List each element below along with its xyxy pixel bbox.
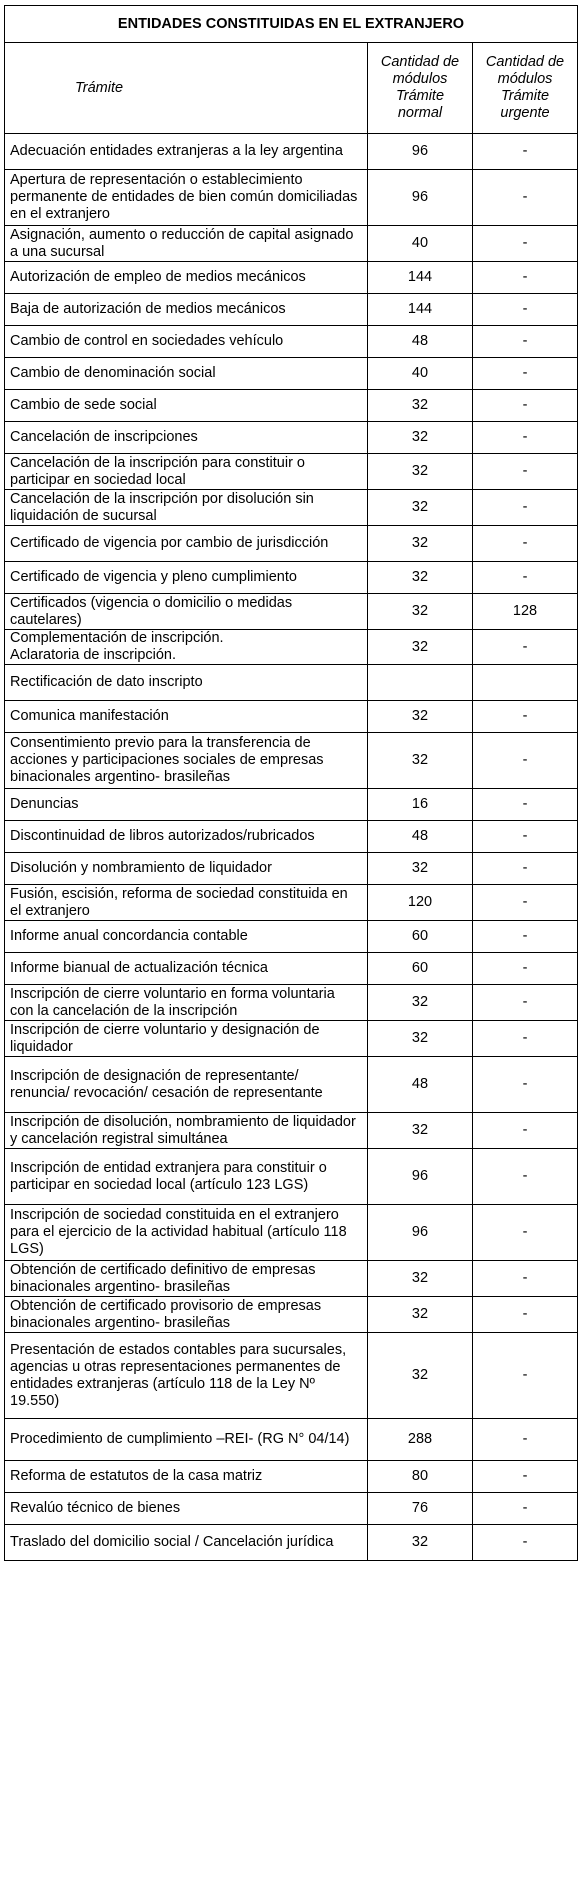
row-urgente: - (473, 733, 578, 789)
row-urgente: - (473, 490, 578, 526)
row-normal: 288 (368, 1419, 473, 1461)
row-urgente: - (473, 262, 578, 294)
table-row (5, 1021, 578, 1057)
row-urgente: - (473, 1493, 578, 1525)
row-tramite: Adecuación entidades extranjeras a la ley argentina (5, 134, 368, 170)
row-normal: 32 (368, 422, 473, 454)
row-urgente: - (473, 170, 578, 226)
row-tramite: Informe bianual de actualización técnica (5, 953, 368, 985)
table-row (5, 1057, 578, 1113)
table-row (5, 1149, 578, 1205)
row-normal: 40 (368, 226, 473, 262)
row-tramite: Certificados (vigencia o domicilio o medidas cautelares) (5, 594, 368, 630)
row-normal: 32 (368, 1021, 473, 1057)
header-row (5, 43, 578, 134)
row-normal: 96 (368, 134, 473, 170)
row-normal: 32 (368, 701, 473, 733)
table-row (5, 1113, 578, 1149)
row-tramite: Inscripción de entidad extranjera para constituir o participar en sociedad local (artículo 123 LGS) (5, 1149, 368, 1205)
row-normal: 16 (368, 789, 473, 821)
table-row (5, 885, 578, 921)
row-normal: 32 (368, 526, 473, 562)
table-row (5, 1205, 578, 1261)
row-urgente: - (473, 1419, 578, 1461)
row-normal: 32 (368, 733, 473, 789)
table-row (5, 1525, 578, 1561)
table-row (5, 1419, 578, 1461)
row-tramite: Inscripción de cierre voluntario en forma voluntaria con la cancelación de la inscripción (5, 985, 368, 1021)
row-tramite: Comunica manifestación (5, 701, 368, 733)
row-normal: 32 (368, 454, 473, 490)
row-urgente: - (473, 1461, 578, 1493)
header-normal: Cantidad de módulos Trámite normal (368, 43, 473, 134)
row-tramite: Cancelación de inscripciones (5, 422, 368, 454)
table-row (5, 953, 578, 985)
row-urgente: - (473, 1297, 578, 1333)
row-urgente: 128 (473, 594, 578, 630)
table-row (5, 853, 578, 885)
title-row (5, 6, 578, 43)
row-tramite: Obtención de certificado provisorio de empresas binacionales argentino- brasileñas (5, 1297, 368, 1333)
row-tramite: Traslado del domicilio social / Cancelación jurídica (5, 1525, 368, 1561)
row-urgente: - (473, 1525, 578, 1561)
row-normal: 32 (368, 985, 473, 1021)
row-normal: 80 (368, 1461, 473, 1493)
table-row (5, 665, 578, 701)
row-urgente: - (473, 1205, 578, 1261)
row-tramite: Cancelación de la inscripción para constituir o participar en sociedad local (5, 454, 368, 490)
table-row (5, 594, 578, 630)
row-normal: 96 (368, 170, 473, 226)
row-urgente: - (473, 390, 578, 422)
row-urgente: - (473, 1333, 578, 1419)
row-tramite: Complementación de inscripción. Aclaratoria de inscripción. (5, 630, 368, 665)
row-normal: 32 (368, 1297, 473, 1333)
row-tramite: Certificado de vigencia y pleno cumplimiento (5, 562, 368, 594)
table-row (5, 262, 578, 294)
row-tramite: Inscripción de disolución, nombramiento de liquidador y cancelación registral simultánea (5, 1113, 368, 1149)
row-normal: 32 (368, 1333, 473, 1419)
row-tramite: Inscripción de designación de representante/ renuncia/ revocación/ cesación de representante (5, 1057, 368, 1113)
table-row (5, 821, 578, 853)
row-tramite: Asignación, aumento o reducción de capital asignado a una sucursal (5, 226, 368, 262)
row-urgente: - (473, 526, 578, 562)
row-normal: 32 (368, 1525, 473, 1561)
table-row (5, 1297, 578, 1333)
row-urgente: - (473, 1261, 578, 1297)
row-tramite: Inscripción de cierre voluntario y designación de liquidador (5, 1021, 368, 1057)
row-normal: 32 (368, 390, 473, 422)
table-row (5, 358, 578, 390)
row-urgente: - (473, 226, 578, 262)
table-row (5, 390, 578, 422)
row-normal: 48 (368, 1057, 473, 1113)
row-tramite: Cambio de control en sociedades vehículo (5, 326, 368, 358)
row-urgente (473, 665, 578, 701)
row-normal: 144 (368, 294, 473, 326)
row-normal: 32 (368, 490, 473, 526)
table-row (5, 733, 578, 789)
row-normal: 96 (368, 1205, 473, 1261)
row-tramite: Cancelación de la inscripción por disolución sin liquidación de sucursal (5, 490, 368, 526)
table-row (5, 170, 578, 226)
row-urgente: - (473, 885, 578, 921)
row-normal: 76 (368, 1493, 473, 1525)
row-tramite: Consentimiento previo para la transferencia de acciones y participaciones sociales de empresas binacionales argentino- brasileñas (5, 733, 368, 789)
row-urgente: - (473, 422, 578, 454)
row-normal: 40 (368, 358, 473, 390)
row-tramite: Disolución y nombramiento de liquidador (5, 853, 368, 885)
row-urgente: - (473, 1113, 578, 1149)
row-urgente: - (473, 1057, 578, 1113)
row-urgente: - (473, 294, 578, 326)
row-normal: 32 (368, 1261, 473, 1297)
table-row (5, 134, 578, 170)
row-normal: 60 (368, 953, 473, 985)
table-row (5, 1493, 578, 1525)
row-tramite: Presentación de estados contables para sucursales, agencias u otras representaciones permanentes de entidades extranjeras (artículo 118 de la Ley Nº 19.550) (5, 1333, 368, 1419)
row-tramite: Procedimiento de cumplimiento –REI- (RG N° 04/14) (5, 1419, 368, 1461)
row-urgente: - (473, 953, 578, 985)
table-row (5, 226, 578, 262)
row-normal: 96 (368, 1149, 473, 1205)
table-body (5, 134, 578, 1561)
row-normal: 32 (368, 594, 473, 630)
row-urgente: - (473, 789, 578, 821)
row-normal: 48 (368, 326, 473, 358)
row-normal: 32 (368, 853, 473, 885)
table-row (5, 789, 578, 821)
row-tramite: Cambio de denominación social (5, 358, 368, 390)
row-tramite: Denuncias (5, 789, 368, 821)
table-row (5, 562, 578, 594)
row-tramite: Apertura de representación o establecimiento permanente de entidades de bien común domiciliadas en el extranjero (5, 170, 368, 226)
table-row (5, 630, 578, 665)
row-urgente: - (473, 853, 578, 885)
row-tramite: Certificado de vigencia por cambio de jurisdicción (5, 526, 368, 562)
row-urgente: - (473, 921, 578, 953)
row-tramite: Discontinuidad de libros autorizados/rubricados (5, 821, 368, 853)
row-urgente: - (473, 821, 578, 853)
row-tramite: Inscripción de sociedad constituida en el extranjero para el ejercicio de la actividad habitual (artículo 118 LGS) (5, 1205, 368, 1261)
fees-table (4, 5, 578, 1561)
table-row (5, 1461, 578, 1493)
row-urgente: - (473, 562, 578, 594)
table-title: ENTIDADES CONSTITUIDAS EN EL EXTRANJERO (5, 6, 578, 43)
table-row (5, 1333, 578, 1419)
row-urgente: - (473, 630, 578, 665)
row-urgente: - (473, 701, 578, 733)
row-urgente: - (473, 985, 578, 1021)
row-normal: 32 (368, 562, 473, 594)
table-row (5, 526, 578, 562)
row-urgente: - (473, 1021, 578, 1057)
row-urgente: - (473, 1149, 578, 1205)
table-row (5, 921, 578, 953)
row-tramite: Cambio de sede social (5, 390, 368, 422)
row-normal: 32 (368, 1113, 473, 1149)
table-row (5, 985, 578, 1021)
row-normal: 144 (368, 262, 473, 294)
row-tramite: Rectificación de dato inscripto (5, 665, 368, 701)
row-tramite: Fusión, escisión, reforma de sociedad constituida en el extranjero (5, 885, 368, 921)
header-urgente: Cantidad de módulos Trámite urgente (473, 43, 578, 134)
row-tramite: Obtención de certificado definitivo de empresas binacionales argentino- brasileñas (5, 1261, 368, 1297)
row-urgente: - (473, 358, 578, 390)
row-urgente: - (473, 134, 578, 170)
table-row (5, 326, 578, 358)
row-urgente: - (473, 326, 578, 358)
table-row (5, 454, 578, 490)
row-tramite: Baja de autorización de medios mecánicos (5, 294, 368, 326)
table-row (5, 701, 578, 733)
row-tramite: Reforma de estatutos de la casa matriz (5, 1461, 368, 1493)
header-tramite: Trámite (5, 43, 368, 134)
row-normal (368, 665, 473, 701)
table-row (5, 422, 578, 454)
row-tramite: Autorización de empleo de medios mecánicos (5, 262, 368, 294)
row-tramite: Revalúo técnico de bienes (5, 1493, 368, 1525)
row-urgente: - (473, 454, 578, 490)
table-row (5, 490, 578, 526)
table-row (5, 1261, 578, 1297)
table-row (5, 294, 578, 326)
row-normal: 48 (368, 821, 473, 853)
row-normal: 32 (368, 630, 473, 665)
row-normal: 120 (368, 885, 473, 921)
row-tramite: Informe anual concordancia contable (5, 921, 368, 953)
row-normal: 60 (368, 921, 473, 953)
